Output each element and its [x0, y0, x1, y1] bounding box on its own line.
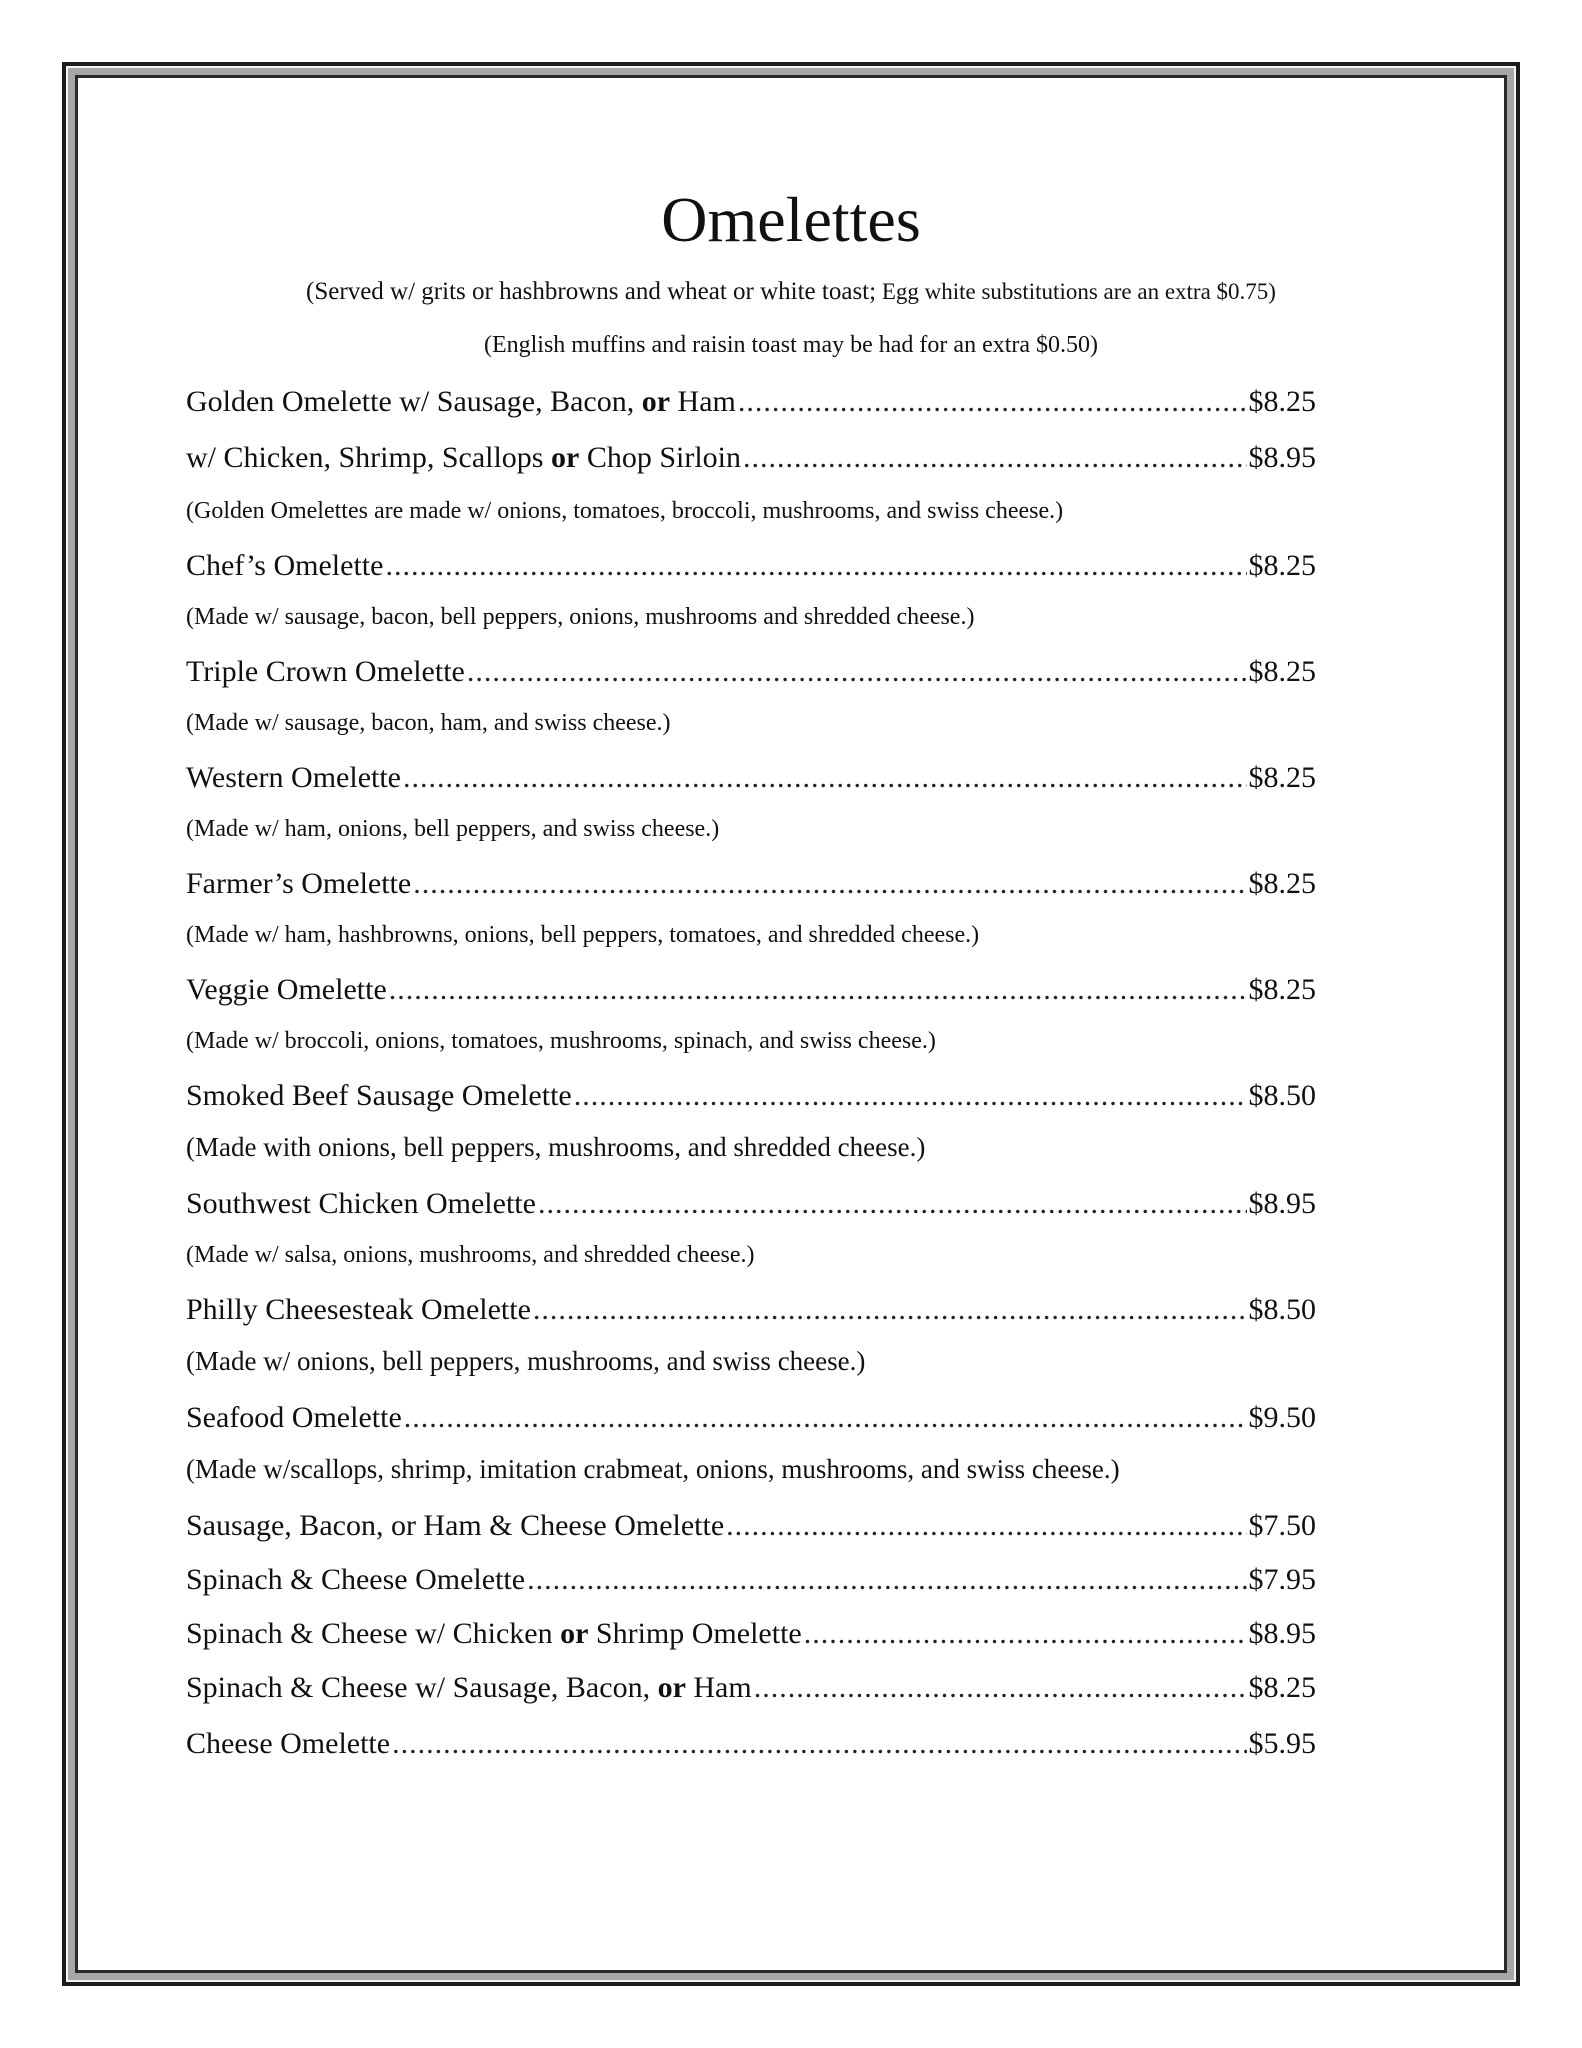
dot-leader — [754, 1668, 1247, 1708]
menu-item-price: $8.25 — [1248, 973, 1316, 1006]
menu-item-price: $8.50 — [1248, 1293, 1316, 1326]
dot-leader — [467, 652, 1247, 692]
subtitle-line-2: (English muffins and raisin toast may be had for an extra $0.50) — [483, 332, 1099, 358]
item-description: (Made w/ sausage, bacon, bell peppers, onions, mushrooms and shredded cheese.) — [186, 604, 975, 630]
subtitle-small: Egg white substitutions are an extra $0.75) — [876, 279, 1276, 304]
menu-item-name: Spinach & Cheese w/ Chicken or Shrimp Omelette — [186, 1617, 802, 1650]
item-description: (Made w/ sausage, bacon, ham, and swiss cheese.) — [186, 710, 671, 736]
menu-item-price: $5.95 — [1248, 1727, 1316, 1760]
menu-item — [186, 652, 1316, 692]
menu-item — [186, 758, 1316, 798]
subtitle-main: (Served w/ grits or hashbrowns and wheat or white toast; — [306, 278, 877, 305]
dot-leader — [533, 1290, 1247, 1330]
item-description: (Made w/ ham, hashbrowns, onions, bell peppers, tomatoes, and shredded cheese.) — [186, 922, 980, 948]
dot-leader — [385, 546, 1246, 586]
menu-item-price: $8.25 — [1248, 385, 1316, 418]
item-description: (Made w/ ham, onions, bell peppers, and swiss cheese.) — [186, 816, 720, 842]
menu-item — [186, 1506, 1316, 1546]
menu-item — [186, 546, 1316, 586]
item-description: (Made w/ broccoli, onions, tomatoes, mushrooms, spinach, and swiss cheese.) — [186, 1028, 936, 1054]
menu-item-name: Philly Cheesesteak Omelette — [186, 1293, 531, 1326]
menu-item-name: Triple Crown Omelette — [186, 655, 465, 688]
menu-item — [186, 864, 1316, 904]
menu-item-price: $9.50 — [1248, 1401, 1316, 1434]
subtitle-line-1 — [0, 278, 1582, 306]
menu-item-price: $8.95 — [1248, 1187, 1316, 1220]
menu-item-price: $8.25 — [1248, 1671, 1316, 1704]
menu-item — [186, 438, 1316, 478]
menu-item-price: $8.95 — [1248, 441, 1316, 474]
item-description: (Made w/ salsa, onions, mushrooms, and shredded cheese.) — [186, 1242, 755, 1268]
menu-item-name: Cheese Omelette — [186, 1727, 391, 1760]
menu-item-name: Smoked Beef Sausage Omelette — [186, 1079, 572, 1112]
dot-leader — [743, 438, 1246, 478]
menu-item-price: $8.25 — [1248, 549, 1316, 582]
menu-item-name: w/ Chicken, Shrimp, Scallops or Chop Sirloin — [186, 441, 742, 474]
menu-item — [186, 1290, 1316, 1330]
dot-leader — [738, 382, 1247, 422]
menu-item — [186, 1668, 1316, 1708]
dot-leader — [403, 758, 1247, 798]
menu-item-name: Spinach & Cheese Omelette — [186, 1563, 526, 1596]
menu-item-name: Spinach & Cheese w/ Sausage, Bacon, or Ham — [186, 1671, 752, 1704]
menu-item-price: $8.50 — [1248, 1079, 1316, 1112]
dot-leader — [538, 1184, 1247, 1224]
menu-item-price: $8.95 — [1248, 1617, 1316, 1650]
menu-item — [186, 382, 1316, 422]
menu-item-price: $7.50 — [1248, 1509, 1316, 1542]
menu-item-name: Seafood Omelette — [186, 1401, 402, 1434]
dot-leader — [389, 970, 1247, 1010]
menu-item-price: $8.25 — [1248, 867, 1316, 900]
item-description: (Made w/scallops, shrimp, imitation crabmeat, onions, mushrooms, and swiss cheese.) — [186, 1454, 1120, 1484]
menu-item-name: Farmer’s Omelette — [186, 867, 412, 900]
menu-item-price: $7.95 — [1248, 1563, 1316, 1596]
menu-item — [186, 1076, 1316, 1116]
dot-leader — [413, 864, 1246, 904]
menu-item-price: $8.25 — [1248, 761, 1316, 794]
item-description: (Made with onions, bell peppers, mushrooms, and shredded cheese.) — [186, 1132, 926, 1162]
dot-leader — [726, 1506, 1246, 1546]
dot-leader — [804, 1614, 1247, 1654]
dot-leader — [527, 1560, 1246, 1600]
menu-item — [186, 1724, 1316, 1764]
menu-item-name: Chef’s Omelette — [186, 549, 384, 582]
dot-leader — [392, 1724, 1246, 1764]
menu-item-name: Sausage, Bacon, or Ham & Cheese Omelette — [186, 1509, 725, 1542]
menu-item-name: Western Omelette — [186, 761, 401, 794]
menu-item — [186, 970, 1316, 1010]
menu-item-name: Golden Omelette w/ Sausage, Bacon, or Ham — [186, 385, 736, 418]
menu-item — [186, 1398, 1316, 1438]
menu-item — [186, 1614, 1316, 1654]
menu-item-name: Southwest Chicken Omelette — [186, 1187, 536, 1220]
item-description: (Made w/ onions, bell peppers, mushrooms, and swiss cheese.) — [186, 1346, 866, 1376]
menu-item — [186, 1560, 1316, 1600]
page-title: Omelettes — [661, 184, 921, 255]
dot-leader — [404, 1398, 1247, 1438]
menu-item-name: Veggie Omelette — [186, 973, 387, 1006]
menu-item — [186, 1184, 1316, 1224]
dot-leader — [574, 1076, 1247, 1116]
item-description: (Golden Omelettes are made w/ onions, tomatoes, broccoli, mushrooms, and swiss cheese.) — [186, 498, 1064, 524]
menu-item-price: $8.25 — [1248, 655, 1316, 688]
